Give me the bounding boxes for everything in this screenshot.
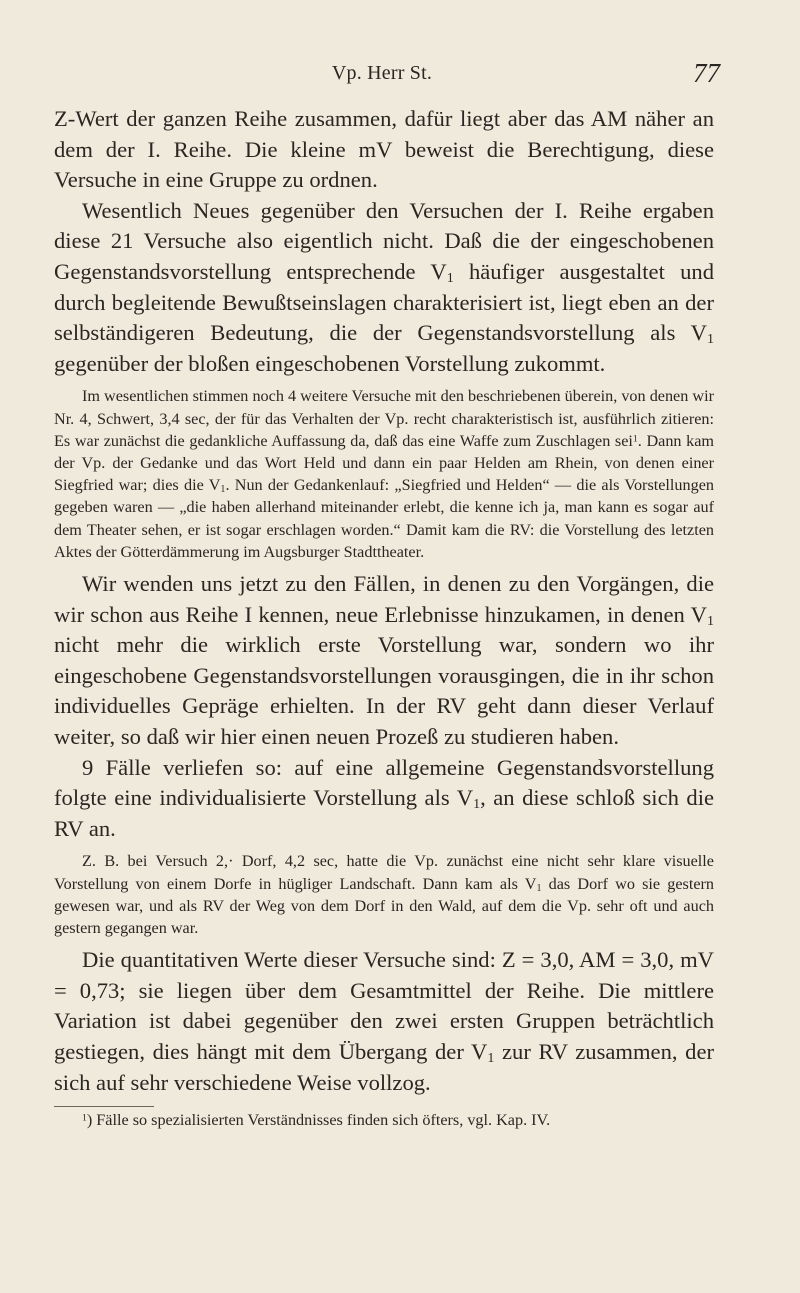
subscript-1: 1 — [707, 332, 714, 348]
small-print-paragraph-2 — [54, 850, 714, 939]
small-print-2-text-a: Z. B. bei Versuch 2,· Dorf, 4,2 sec, hatte die Vp. zunächst eine nicht sehr klare visuelle Vorstellung von einem Dorfe in hügliger Landschaft. Dann kam als V — [54, 852, 714, 893]
footnote — [54, 1109, 714, 1131]
paragraph-1 — [54, 104, 714, 196]
paragraph-3-text-a: Wir wenden uns jetzt zu den Fällen, in denen zu den Vorgängen, die wir schon aus Reihe I kennen, neue Erlebnisse hinzukamen, in denen V — [54, 570, 714, 627]
paragraph-5 — [54, 945, 714, 1098]
footnote-reference: 1 — [632, 433, 638, 445]
paragraph-1-text: Z-Wert der ganzen Reihe zusammen, dafür liegt aber das AM näher an dem der I. Reihe. Die kleine mV beweist die Berechtigung, diese Versuche in eine Gruppe zu ordnen. — [54, 106, 714, 193]
paragraph-3-text-b: nicht mehr die wirklich erste Vorstellung war, sondern wo ihr eingeschobene Gegenstandsvorstellungen vorausgingen, die in ihr schon individuelles Gepräge erhielten. In der RV geht dann dieser Verlauf weiter, so daß wir hier einen neuen Prozeß zu studieren haben. — [54, 632, 714, 749]
subscript-1: 1 — [487, 1050, 495, 1066]
paragraph-5-text-a: Die quantitativen Werte dieser Versuche sind: Z = 3,0, AM = 3,0, mV = 0,73; sie liegen über dem Gesamtmittel der Reihe. Die mittlere Variation ist dabei gegenüber den zwei ersten Gruppen beträchtlich gestiegen, dies hängt mit dem Übergang der V — [54, 947, 714, 1064]
paragraph-4 — [54, 753, 714, 845]
footnote-text: ) Fälle so spezialisierten Verständnisses finden sich öfters, vgl. Kap. IV. — [86, 1111, 551, 1130]
paragraph-2-text-a: Wesentlich Neues gegenüber den Versuchen der I. Reihe ergaben diese 21 Versuche also eigentlich nicht. Daß die der eingeschobenen Gegenstandsvorstellung entsprechende V — [54, 197, 714, 284]
small-print-2-text-b: das Dorf wo sie gestern gewesen war, und als RV der Weg von dem Dorf in den Wald, auf dem die Vp. sehr oft und auch gestern gegangen war. — [54, 874, 715, 937]
paragraph-3 — [54, 569, 714, 753]
subscript-1: 1 — [446, 271, 454, 287]
subscript-1: 1 — [536, 882, 542, 894]
subscript-1: 1 — [473, 797, 481, 813]
paragraph-4-text-a: 9 Fälle verliefen so: auf eine allgemeine Gegenstandsvorstellung folgte eine individualisierte Vorstellung als V — [54, 754, 714, 811]
subscript-1: 1 — [707, 613, 714, 629]
footnote-rule — [54, 1106, 154, 1107]
small-print-1-text-a: Im wesentlichen stimmen noch 4 weitere Versuche mit den beschriebenen überein, von denen wir Nr. 4, Schwert, 3,4 sec, der für das Verhalten der Vp. recht charakteristisch ist, ausführlich zitieren: Es war zunächst die gedankliche Auffassung da, daß das eine Waffe zum Zuschlagen sei — [54, 387, 714, 450]
small-print-1-text-b: . Dann kam der Vp. der Gedanke und das Wort Held und dann ein paar Helden am Rhein, von denen einer Siegfried war; dies die V — [54, 431, 714, 495]
subscript-1: 1 — [220, 484, 226, 496]
paragraph-2-text-c: gegenüber der bloßen eingeschobenen Vorstellung zukommt. — [54, 350, 606, 376]
paragraph-2-text-b: häufiger ausgestaltet und durch begleitende Bewußtseinslagen charakterisiert ist, liegt eben an der selbständigeren Bedeutung, die der Gegenstandsvorstellung als V — [54, 258, 714, 346]
page-header — [54, 58, 720, 90]
footnote-marker: 1 — [82, 1112, 87, 1124]
paragraph-5-text-b: zur RV zusammen, der sich auf sehr verschiedene Weise vollzog. — [54, 1038, 714, 1095]
running-head: Vp. Herr St. — [331, 62, 433, 84]
page-body — [54, 104, 714, 1131]
page-number: 77 — [693, 58, 720, 88]
small-print-paragraph-1 — [54, 385, 714, 563]
small-print-1-text-c: . Nun der Gedankenlauf: „Siegfried und Helden“ — die als Vorstellungen gegeben waren — „die haben allerhand miteinander erlebt, die kenne ich ja, man kann es sogar auf dem Theater sehen, er ist sogar erschlagen worden.“ Damit kam die RV: die Vorstellung des letzten Aktes der Götterdämmerung im Augsburger Stadttheater. — [54, 476, 714, 561]
paragraph-4-text-b: , an diese schloß sich die RV an. — [54, 785, 715, 841]
paragraph-2 — [54, 196, 714, 380]
